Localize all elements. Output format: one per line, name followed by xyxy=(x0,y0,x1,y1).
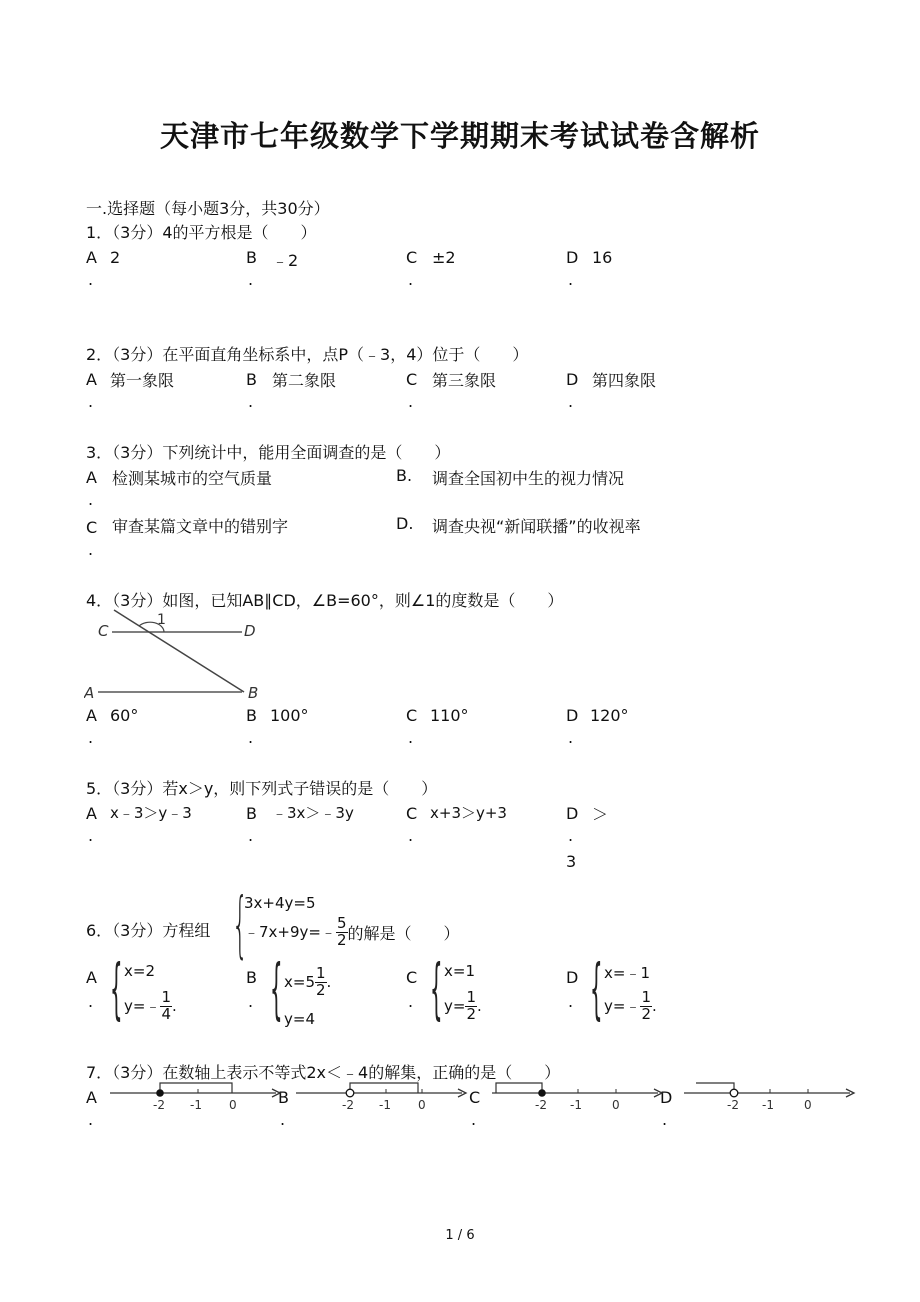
q6-option-a-y[interactable]: y=﹣ $\frac{1}{4}$ . xyxy=(124,988,177,1023)
q3-letter-c: C xyxy=(86,518,98,537)
label-b: B xyxy=(248,684,259,702)
q6-eq2 xyxy=(244,916,460,949)
q2-dot-b: . xyxy=(248,392,254,411)
q6-dot-b: . xyxy=(248,992,254,1011)
q1-letter-b: B xyxy=(246,248,257,267)
q4-dot-a: . xyxy=(88,728,94,747)
tick-label--2: -2 xyxy=(535,1098,547,1112)
solid-endpoint xyxy=(538,1089,546,1097)
tick-label--1: -1 xyxy=(762,1098,774,1112)
q6-eq2-fraction xyxy=(336,916,348,949)
tick-label-0: 0 xyxy=(612,1098,620,1112)
q4-option-a[interactable]: 60° xyxy=(110,706,139,725)
q3-letter-d: D. xyxy=(396,514,414,533)
q4-letter-a: A xyxy=(86,706,97,725)
q5-dot-a: . xyxy=(88,826,94,845)
tick-label--2: -2 xyxy=(153,1098,165,1112)
document-title: 天津市七年级数学下学期期末考试试卷含解析 xyxy=(159,119,760,153)
q4-option-d[interactable]: 120° xyxy=(590,706,629,725)
q7-number-line-a[interactable] xyxy=(108,1078,284,1114)
q1-letter-a: A xyxy=(86,248,97,267)
q6-c-y-den: 2 xyxy=(466,1004,476,1023)
q2-dot-a: . xyxy=(88,392,94,411)
q6-a-brace: { xyxy=(110,950,123,1027)
q2-option-a[interactable]: 第一象限 xyxy=(110,371,175,390)
q5-stem: 5．（3分）若x＞y，则下列式子错误的是（ ） xyxy=(86,779,438,798)
q7-dot-d: . xyxy=(662,1110,668,1129)
tick-label--2: -2 xyxy=(342,1098,354,1112)
q5-option-b[interactable]: ﹣3x＞﹣3y xyxy=(272,804,354,822)
q2-option-c[interactable]: 第三象限 xyxy=(432,371,497,390)
q7-letter-c: C xyxy=(469,1088,481,1107)
q6-a-y-num: 1 xyxy=(161,988,171,1006)
q6-option-a-x[interactable]: x=2 xyxy=(124,962,155,980)
q5-letter-b: B xyxy=(246,804,257,823)
q6-option-d-y[interactable]: y=﹣ $\frac{1}{2}$ . xyxy=(604,988,657,1023)
q6-a-y-fraction xyxy=(160,990,172,1023)
q6-option-b-y[interactable]: y=4 xyxy=(284,1010,315,1028)
q6-eq1: 3x+4y=5 xyxy=(244,894,316,912)
hollow-endpoint xyxy=(346,1089,354,1097)
q5-letter-d: D xyxy=(566,804,579,823)
q6-a-y-den: 4 xyxy=(161,1004,171,1023)
q1-option-a[interactable]: 2 xyxy=(110,248,121,267)
solution-ray xyxy=(160,1083,232,1093)
q1-dot-a: . xyxy=(88,270,94,289)
q4-letter-d: D xyxy=(566,706,579,725)
tick-label-0: 0 xyxy=(229,1098,237,1112)
q5-dot-d: . xyxy=(568,826,574,845)
q7-letter-d: D xyxy=(660,1088,673,1107)
q6-d-y-prefix: y=﹣ xyxy=(604,996,641,1015)
q2-stem: 2．（3分）在平面直角坐标系中，点P（﹣3，4）位于（ ） xyxy=(86,345,529,364)
q4-dot-b: . xyxy=(248,728,254,747)
tick-label-0: 0 xyxy=(804,1098,812,1112)
q4-dot-d: . xyxy=(568,728,574,747)
q6-b-x-prefix: x=5 xyxy=(284,972,315,991)
q6-option-c-y[interactable]: y= $\frac{1}{2}$ . xyxy=(444,988,482,1023)
q6-d-y-num: 1 xyxy=(641,988,651,1006)
q1-option-c[interactable]: ±2 xyxy=(432,248,456,267)
q5-option-d[interactable]: ＞ xyxy=(592,805,609,824)
q3-option-b[interactable]: 调查全国初中生的视力情况 xyxy=(432,469,625,488)
q7-stem: 7．（3分）在数轴上表示不等式2x＜﹣4的解集，正确的是（ ） xyxy=(86,1063,561,1082)
q3-option-a[interactable]: 检测某城市的空气质量 xyxy=(112,469,273,488)
tick-label-0: 0 xyxy=(418,1098,426,1112)
q7-number-line-c[interactable] xyxy=(490,1078,666,1114)
page-number: 1 / 6 xyxy=(445,1228,475,1243)
q6-d-brace: { xyxy=(590,950,603,1027)
label-a: A xyxy=(84,684,95,702)
tick-label--1: -1 xyxy=(190,1098,202,1112)
q4-option-c[interactable]: 110° xyxy=(430,706,469,725)
label-c: C xyxy=(98,622,109,640)
q5-dot-b: . xyxy=(248,826,254,845)
q6-b-x-fraction xyxy=(315,966,327,999)
q3-dot-c: . xyxy=(88,540,94,559)
tick-label--1: -1 xyxy=(379,1098,391,1112)
solid-endpoint xyxy=(156,1089,164,1097)
q2-letter-a: A xyxy=(86,370,97,389)
q1-letter-d: D xyxy=(566,248,579,267)
q1-option-b[interactable]: ﹣2 xyxy=(272,251,299,270)
q2-option-d[interactable]: 第四象限 xyxy=(592,371,657,390)
q6-c-y-fraction xyxy=(465,990,477,1023)
q4-letter-b: B xyxy=(246,706,257,725)
q2-letter-b: B xyxy=(246,370,257,389)
q5-option-a[interactable]: x﹣3＞y﹣3 xyxy=(110,804,192,822)
q7-letter-b: B xyxy=(278,1088,289,1107)
q2-letter-d: D xyxy=(566,370,579,389)
q6-letter-c: C xyxy=(406,968,418,987)
q6-dot-c: . xyxy=(408,992,414,1011)
q6-letter-a: A xyxy=(86,968,97,987)
q2-dot-c: . xyxy=(408,392,414,411)
q2-option-b[interactable]: 第二象限 xyxy=(272,371,337,390)
q6-option-b-x[interactable]: x=5 $\frac{1}{2}$ . xyxy=(284,964,332,999)
q6-system-brace: { xyxy=(232,882,249,966)
q7-number-line-b[interactable] xyxy=(294,1078,470,1114)
q1-letter-c: C xyxy=(406,248,418,267)
transversal xyxy=(114,610,244,692)
q7-dot-b: . xyxy=(280,1110,286,1129)
tick-label--1: -1 xyxy=(570,1098,582,1112)
q2-dot-d: . xyxy=(568,392,574,411)
q5-option-d-extra: 3 xyxy=(566,852,577,871)
q4-option-b[interactable]: 100° xyxy=(270,706,309,725)
q1-stem: 1．（3分）4的平方根是（ ） xyxy=(86,223,317,242)
q6-stem-prefix: 6．（3分）方程组 xyxy=(86,921,211,940)
label-angle-1: 1 xyxy=(157,612,166,628)
section-heading: 一.选择题（每小题3分，共30分） xyxy=(86,199,330,218)
q6-eq2-prefix: ﹣7x+9y=﹣ xyxy=(244,922,336,941)
q5-dot-c: . xyxy=(408,826,414,845)
q6-letter-b: B xyxy=(246,968,257,987)
q3-letter-a: A xyxy=(86,468,97,487)
q6-eq2-num: 5 xyxy=(336,914,347,932)
q4-parallel-lines-figure xyxy=(84,606,274,702)
q6-a-y-prefix: y=﹣ xyxy=(124,996,161,1015)
q3-option-d[interactable]: 调查央视“新闻联播”的收视率 xyxy=(432,517,641,536)
label-d: D xyxy=(244,622,256,640)
q4-dot-c: . xyxy=(408,728,414,747)
q7-letter-a: A xyxy=(86,1088,97,1107)
q7-dot-c: . xyxy=(471,1110,477,1129)
solution-ray xyxy=(696,1083,734,1093)
q6-c-y-num: 1 xyxy=(466,988,476,1006)
q5-letter-c: C xyxy=(406,804,418,823)
tick-label--2: -2 xyxy=(727,1098,739,1112)
q6-dot-a: . xyxy=(88,992,94,1011)
q3-option-c[interactable]: 审查某篇文章中的错别字 xyxy=(112,517,289,536)
q6-c-y-prefix: y= xyxy=(444,996,466,1015)
q4-stem: 4．（3分）如图，已知AB∥CD，∠B=60°，则∠1的度数是（ ） xyxy=(86,591,564,610)
q6-b-brace: { xyxy=(270,950,283,1027)
hollow-endpoint xyxy=(730,1089,738,1097)
q6-d-y-fraction xyxy=(640,990,652,1023)
q6-option-d-x[interactable]: x=﹣1 xyxy=(604,964,650,982)
q5-letter-a: A xyxy=(86,804,97,823)
q6-b-x-den: 2 xyxy=(316,980,326,999)
q6-letter-d: D xyxy=(566,968,579,987)
q7-number-line-d[interactable] xyxy=(682,1078,858,1114)
q1-dot-b: . xyxy=(248,270,254,289)
q4-letter-c: C xyxy=(406,706,418,725)
q1-option-d[interactable]: 16 xyxy=(592,248,613,267)
q3-dot-a: . xyxy=(88,490,94,509)
q6-stem-suffix: 的解是（ ） xyxy=(347,923,460,943)
q5-option-c[interactable]: x+3＞y+3 xyxy=(430,804,507,822)
q6-d-y-den: 2 xyxy=(641,1004,651,1023)
q7-dot-a: . xyxy=(88,1110,94,1129)
q6-dot-d: . xyxy=(568,992,574,1011)
solution-ray xyxy=(496,1083,542,1093)
q1-dot-d: . xyxy=(568,270,574,289)
q6-option-c-x[interactable]: x=1 xyxy=(444,962,475,980)
q6-c-brace: { xyxy=(430,950,443,1027)
q1-dot-c: . xyxy=(408,270,414,289)
q3-stem: 3．（3分）下列统计中，能用全面调查的是（ ） xyxy=(86,443,451,462)
q3-letter-b: B. xyxy=(396,466,413,485)
solution-ray xyxy=(350,1083,418,1093)
q6-b-x-num: 1 xyxy=(316,964,326,982)
q2-letter-c: C xyxy=(406,370,418,389)
q6-eq2-den: 2 xyxy=(336,930,347,949)
